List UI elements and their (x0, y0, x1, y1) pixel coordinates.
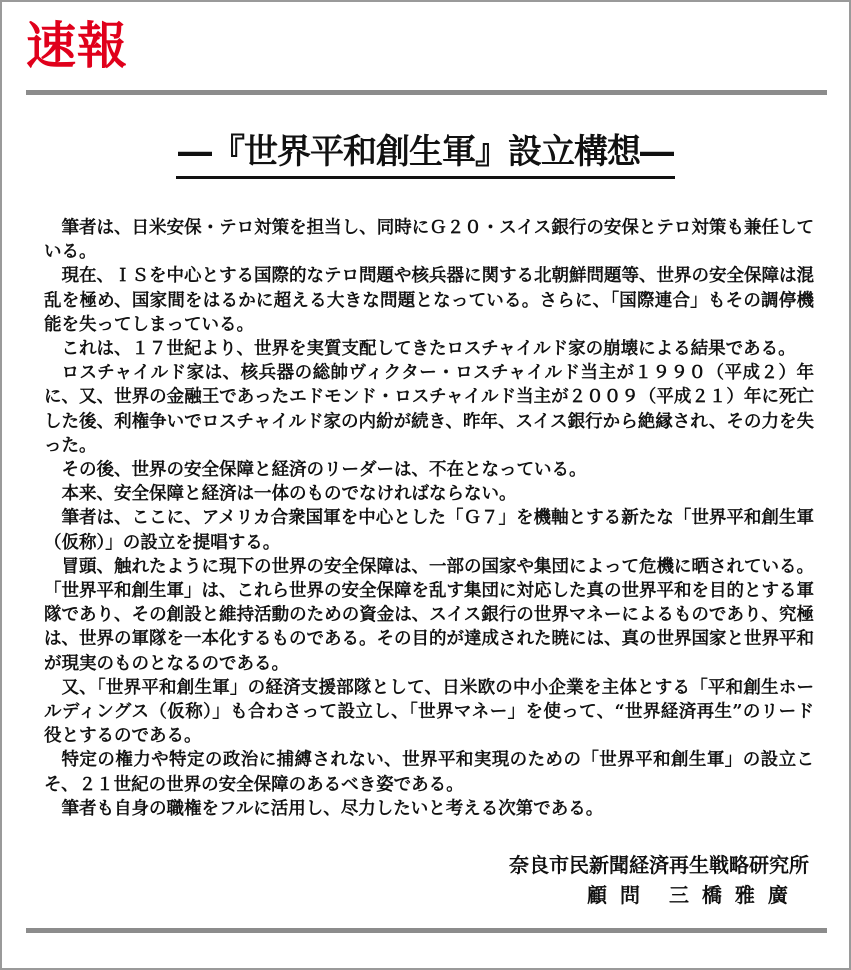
paragraph: 又、「世界平和創生軍」の経済支援部隊として、日米欧の中小企業を主体とする「平和創生ホールディングス（仮称）」も合わさって設立し、「世界マネー」を使って、“世界経済再生”のリード役とするのである。 (44, 677, 814, 747)
bottom-divider (26, 928, 827, 933)
paragraph: ロスチャイルド家は、核兵器の総帥ヴィクター・ロスチャイルド当主が１９９０（平成２）年に、又、世界の金融王であったエドモンド・ロスチャイルド当主が２００９（平成２１）年に死亡した後、利権争いでロスチャイルド家の内紛が続き、昨年、スイス銀行から絶縁され、その力を失った。 (44, 363, 814, 456)
paragraph: その後、世界の安全保障と経済のリーダーは、不在となっている。 (61, 460, 587, 481)
paragraph: 現在、ＩＳを中心とする国際的なテロ問題や核兵器に関する北朝鮮問題等、世界の安全保障は混乱を極め、国家間をはるかに超える大きな問題となっている。さらに、「国際連合」もその調停機能を失ってしまっている。 (44, 266, 814, 335)
paragraph: 特定の権力や特定の政治に捕縛されない、世界平和実現のための「世界平和創生軍」の設立こそ、２１世紀の世界の安全保障のあるべき姿である。 (44, 750, 814, 795)
article-title (2, 130, 849, 179)
paragraph: 筆者も自身の職権をフルに活用し、尽力したいと考える次第である。 (61, 798, 604, 819)
top-divider (26, 90, 827, 95)
article-body (44, 216, 814, 821)
paragraph: 筆者は、日米安保・テロ対策を担当し、同時にＧ２０・スイス銀行の安保とテロ対策も兼任している。 (44, 218, 814, 263)
paragraph: 本来、安全保障と経済は一体のものでなければならない。 (61, 484, 517, 505)
author-role-line (509, 880, 809, 910)
article-title-text: ―『世界平和創生軍』設立構想― (176, 130, 675, 179)
author-signature (509, 850, 809, 910)
author-organization: 奈良市民新聞経済再生戦略研究所 (509, 853, 809, 877)
author-name: 三 橋 雅 廣 (668, 883, 791, 907)
paragraph: 筆者は、ここに、アメリカ合衆国軍を中心とした「Ｇ７」を機軸とする新たな「世界平和創生軍（仮称）」の設立を提唱する。 (44, 508, 814, 553)
author-role: 顧 問 (587, 883, 643, 907)
breaking-news-label: 速報 (26, 16, 128, 75)
paragraph: 冒頭、触れたように現下の世界の安全保障は、一部の国家や集団によって危機に晒されている。「世界平和創生軍」は、これら世界の安全保障を乱す集団に対応した真の世界平和を目的とする軍隊であり、その創設と維持活動のための資金は、スイス銀行の世界マネーによるものであり、究極は、世界の軍隊を一本化するものである。その目的が達成された暁には、真の世界国家と世界平和が現実のものとなるのである。 (44, 556, 814, 674)
paragraph: これは、１７世紀より、世界を実質支配してきたロスチャイルド家の崩壊による結果である。 (61, 339, 796, 360)
